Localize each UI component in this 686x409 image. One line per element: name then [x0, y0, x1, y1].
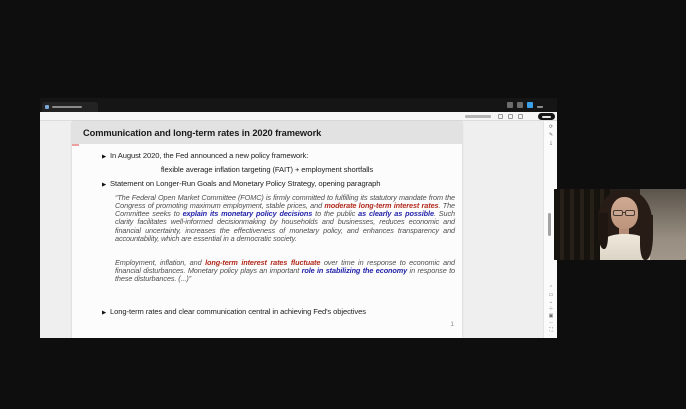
download-icon[interactable]: [508, 114, 513, 119]
quote-paragraph-1: “The Federal Open Market Committee (FOMC) is firmly committed to fulfilling its statutory mandate from the Congress of promoting maximum employment, stable prices, and moderate long-term interest rates. The Committee seeks to explain its monetary policy decisions to the public as clearly as possible. Such clarity facilitates well-informed decisionmaking by households and businesses, reduces economic and financial uncertainty, increases the effectiveness of monetary policy, and enhances transparency and accountability, which are essential in a democratic society.: [115, 193, 456, 243]
fullscreen-icon[interactable]: ⛶: [549, 327, 553, 333]
page-up-icon[interactable]: ⌃: [548, 285, 554, 291]
slide-title-bar: [72, 122, 462, 144]
framework-formula-line: flexible average inflation targeting (FAIT) + employment shortfalls: [160, 165, 374, 174]
bullet-item-statement: [102, 179, 380, 188]
profile-icon[interactable]: [517, 102, 523, 108]
bookmark-icon[interactable]: [498, 114, 503, 119]
slide-page: [72, 122, 462, 338]
pdf-viewer: [40, 121, 557, 338]
window-controls: [507, 102, 543, 108]
browser-tab[interactable]: [42, 102, 98, 112]
bullet-item-framework: [102, 151, 308, 160]
zoom-out-icon[interactable]: －: [548, 320, 554, 326]
bullet-item-conclusion: [102, 307, 366, 316]
participant-hair-strand: [598, 213, 608, 249]
slide-page-number: 1: [450, 321, 454, 328]
page-box-icon[interactable]: ▭: [548, 292, 554, 298]
fit-page-icon[interactable]: ▣: [548, 313, 554, 319]
participant-video[interactable]: [554, 189, 686, 260]
tab-favicon: [45, 105, 49, 109]
participant-glasses: [612, 210, 637, 217]
accent-app-icon[interactable]: [527, 102, 533, 108]
page-down-icon[interactable]: ⌄: [548, 299, 554, 305]
bullet-text: In August 2020, the Fed announced a new policy framework:: [110, 151, 309, 160]
extension-icon[interactable]: [507, 102, 513, 108]
bullet-triangle-icon: ▶: [102, 181, 107, 188]
quote-paragraph-2: Employment, inflation, and long-term interest rates fluctuate over time in response to economic and financial disturbances. Monetary policy plays an important role in stabilizing the economy in response to these disturbances. (...)”: [115, 258, 455, 284]
bullet-triangle-icon: ▶: [102, 309, 107, 316]
toolbar-hint-text: [465, 115, 491, 118]
browser-action-button[interactable]: [538, 113, 555, 120]
bullet-triangle-icon: ▶: [102, 153, 107, 160]
shared-screen-browser-window: [40, 98, 557, 338]
browser-toolbar: [40, 112, 557, 121]
viewer-tool-icon[interactable]: ✎: [548, 132, 554, 138]
viewer-tool-icon[interactable]: ⤓: [549, 140, 553, 146]
minimize-icon[interactable]: [537, 102, 543, 108]
viewer-tool-icon[interactable]: ⟳: [548, 124, 554, 130]
bullet-text: Long-term rates and clear communication central in achieving Fed's objectives: [110, 307, 366, 316]
slide-title: Communication and long-term rates in 2020 framework: [83, 128, 322, 138]
scrollbar-thumb[interactable]: [548, 213, 551, 236]
print-icon[interactable]: [518, 114, 523, 119]
slide-title-accent: [72, 144, 79, 146]
bullet-text: Statement on Longer-Run Goals and Monetary Policy Strategy, opening paragraph: [110, 179, 381, 188]
browser-tab-bar: [40, 98, 557, 112]
tab-title-text: [52, 106, 82, 108]
zoom-in-icon[interactable]: ＋: [548, 306, 554, 312]
